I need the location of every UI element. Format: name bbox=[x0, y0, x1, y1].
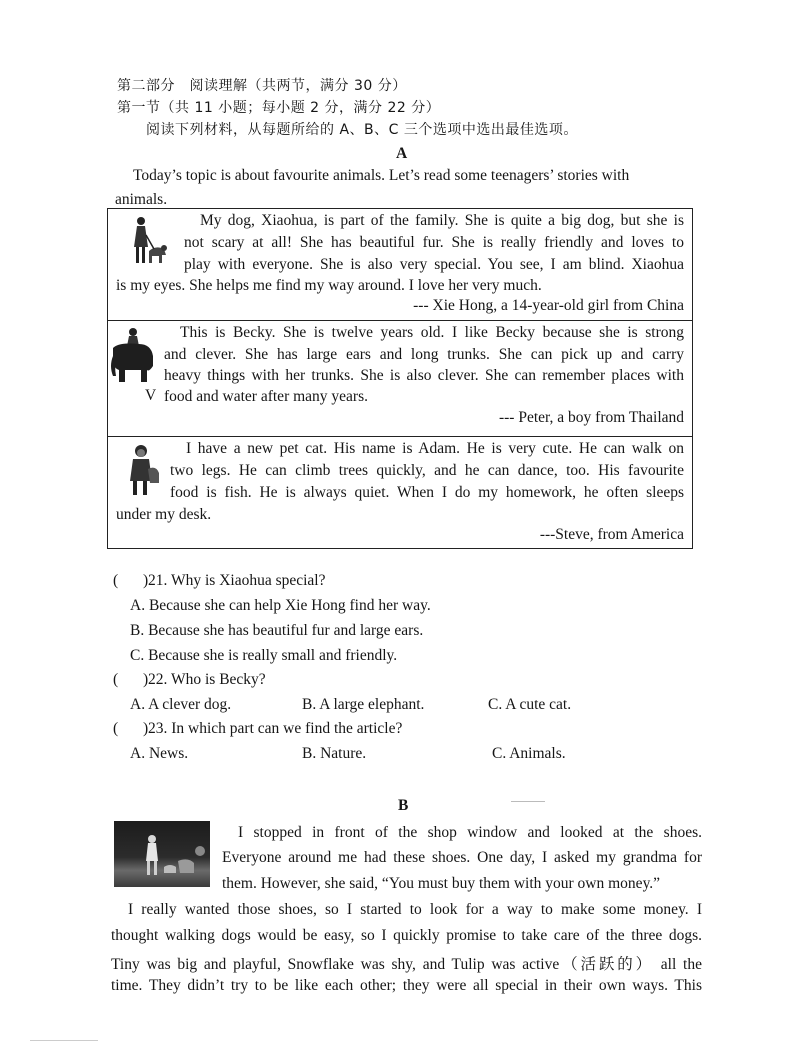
photo-figures-icon bbox=[114, 821, 210, 887]
passage-b-line6: Tiny was big and playful, Snowflake was shy, and Tulip was active（活跃的） all the bbox=[111, 956, 702, 973]
q23-option-a[interactable]: A. News. bbox=[130, 745, 189, 762]
dog-walking-photo bbox=[114, 821, 210, 887]
story2-check-mark: V bbox=[145, 387, 157, 404]
story3-line3: food is fish. He is always quiet. When I do my homework, he often sleeps bbox=[170, 484, 684, 501]
story2-line2: and clever. She has large ears and long trunks. She can pick up and carry bbox=[164, 346, 684, 363]
story2-line3: heavy things with her trunks. She is also clever. She can remember places with bbox=[164, 367, 684, 384]
scan-mark bbox=[511, 801, 545, 802]
passage-b-line5: thought walking dogs would be easy, so I quickly promise to take care of the three dogs. bbox=[111, 927, 702, 944]
story1-line2: not scary at all! She has beautiful fur. She is really friendly and loves to bbox=[184, 234, 684, 251]
passage-b-line4: I really wanted those shoes, so I started to look for a way to make some money. I bbox=[128, 901, 702, 918]
q21-option-a[interactable]: A. Because she can help Xie Hong find her way. bbox=[130, 597, 431, 614]
story3-line4: under my desk. bbox=[116, 506, 212, 523]
q21-option-c[interactable]: C. Because she is really small and friendly. bbox=[130, 647, 398, 664]
q23-stem: 23. In which part can we find the article? bbox=[148, 720, 403, 737]
q22-bracket-open[interactable]: ( bbox=[113, 671, 119, 688]
story1-line3: play with everyone. She is also very special. You see, I am blind. Xiaohua bbox=[184, 256, 684, 273]
story-peter bbox=[108, 320, 692, 436]
q22-option-a[interactable]: A. A clever dog. bbox=[130, 696, 232, 713]
passage-b-line7: time. They didn’t try to be like each other; they were all special in their own ways. This bbox=[111, 977, 702, 994]
q21-option-b[interactable]: B. Because she has beautiful fur and large ears. bbox=[130, 622, 424, 639]
q21-stem: 21. Why is Xiaohua special? bbox=[148, 572, 326, 589]
q23-bracket-open[interactable]: ( bbox=[113, 720, 119, 737]
scan-mark bbox=[30, 1040, 98, 1041]
q22-option-c[interactable]: C. A cute cat. bbox=[488, 696, 572, 713]
instruction: 阅读下列材料，从每题所给的 A、B、C 三个选项中选出最佳选项。 bbox=[146, 122, 578, 138]
boy-on-elephant-icon bbox=[109, 326, 157, 388]
story-steve bbox=[108, 436, 692, 549]
part-title: 第二部分 阅读理解（共两节，满分 30 分） bbox=[117, 78, 407, 94]
q21-bracket-close: ) bbox=[143, 572, 149, 589]
q23-option-c[interactable]: C. Animals. bbox=[492, 745, 566, 762]
story3-signature: ---Steve, from America bbox=[539, 526, 684, 543]
passage-a-intro-line1: Today’s topic is about favourite animals. Let’s read some teenagers’ stories with bbox=[133, 167, 630, 184]
story1-signature: --- Xie Hong, a 14-year-old girl from China bbox=[413, 297, 684, 314]
q22-stem: 22. Who is Becky? bbox=[148, 671, 266, 688]
girl-with-dog-icon bbox=[122, 215, 170, 269]
story3-line2: two legs. He can climb trees quickly, and he can dance, too. His favourite bbox=[170, 462, 684, 479]
boy-with-cat-icon bbox=[126, 443, 162, 499]
story-xie-hong bbox=[108, 209, 692, 320]
passage-a-intro-line2: animals. bbox=[115, 191, 168, 208]
q23-bracket-close: ) bbox=[143, 720, 149, 737]
q22-bracket-close: ) bbox=[143, 671, 149, 688]
section-title: 第一节（共 11 小题；每小题 2 分，满分 22 分） bbox=[117, 100, 441, 116]
story3-line1: I have a new pet cat. His name is Adam. He is very cute. He can walk on bbox=[186, 440, 684, 457]
passage-a-letter: A bbox=[396, 145, 408, 162]
q23-option-b[interactable]: B. Nature. bbox=[302, 745, 367, 762]
passage-b-line2: Everyone around me had these shoes. One day, I asked my grandma for bbox=[222, 849, 702, 866]
passage-b-letter: B bbox=[398, 797, 409, 814]
story1-line4: is my eyes. She helps me find my way around. I love her very much. bbox=[116, 277, 542, 294]
passage-b-line3: them. However, she said, “You must buy them with your own money.” bbox=[222, 875, 661, 892]
stories-box bbox=[107, 208, 693, 549]
story1-line1: My dog, Xiaohua, is part of the family. She is quite a big dog, but she is bbox=[200, 212, 684, 229]
q21-bracket-open[interactable]: ( bbox=[113, 572, 119, 589]
story2-line1: This is Becky. She is twelve years old. I like Becky because she is strong bbox=[180, 324, 684, 341]
story2-signature: --- Peter, a boy from Thailand bbox=[498, 409, 684, 426]
q22-option-b[interactable]: B. A large elephant. bbox=[302, 696, 425, 713]
story2-line4: food and water after many years. bbox=[164, 388, 368, 405]
passage-b-line1: I stopped in front of the shop window and looked at the shoes. bbox=[238, 824, 702, 841]
